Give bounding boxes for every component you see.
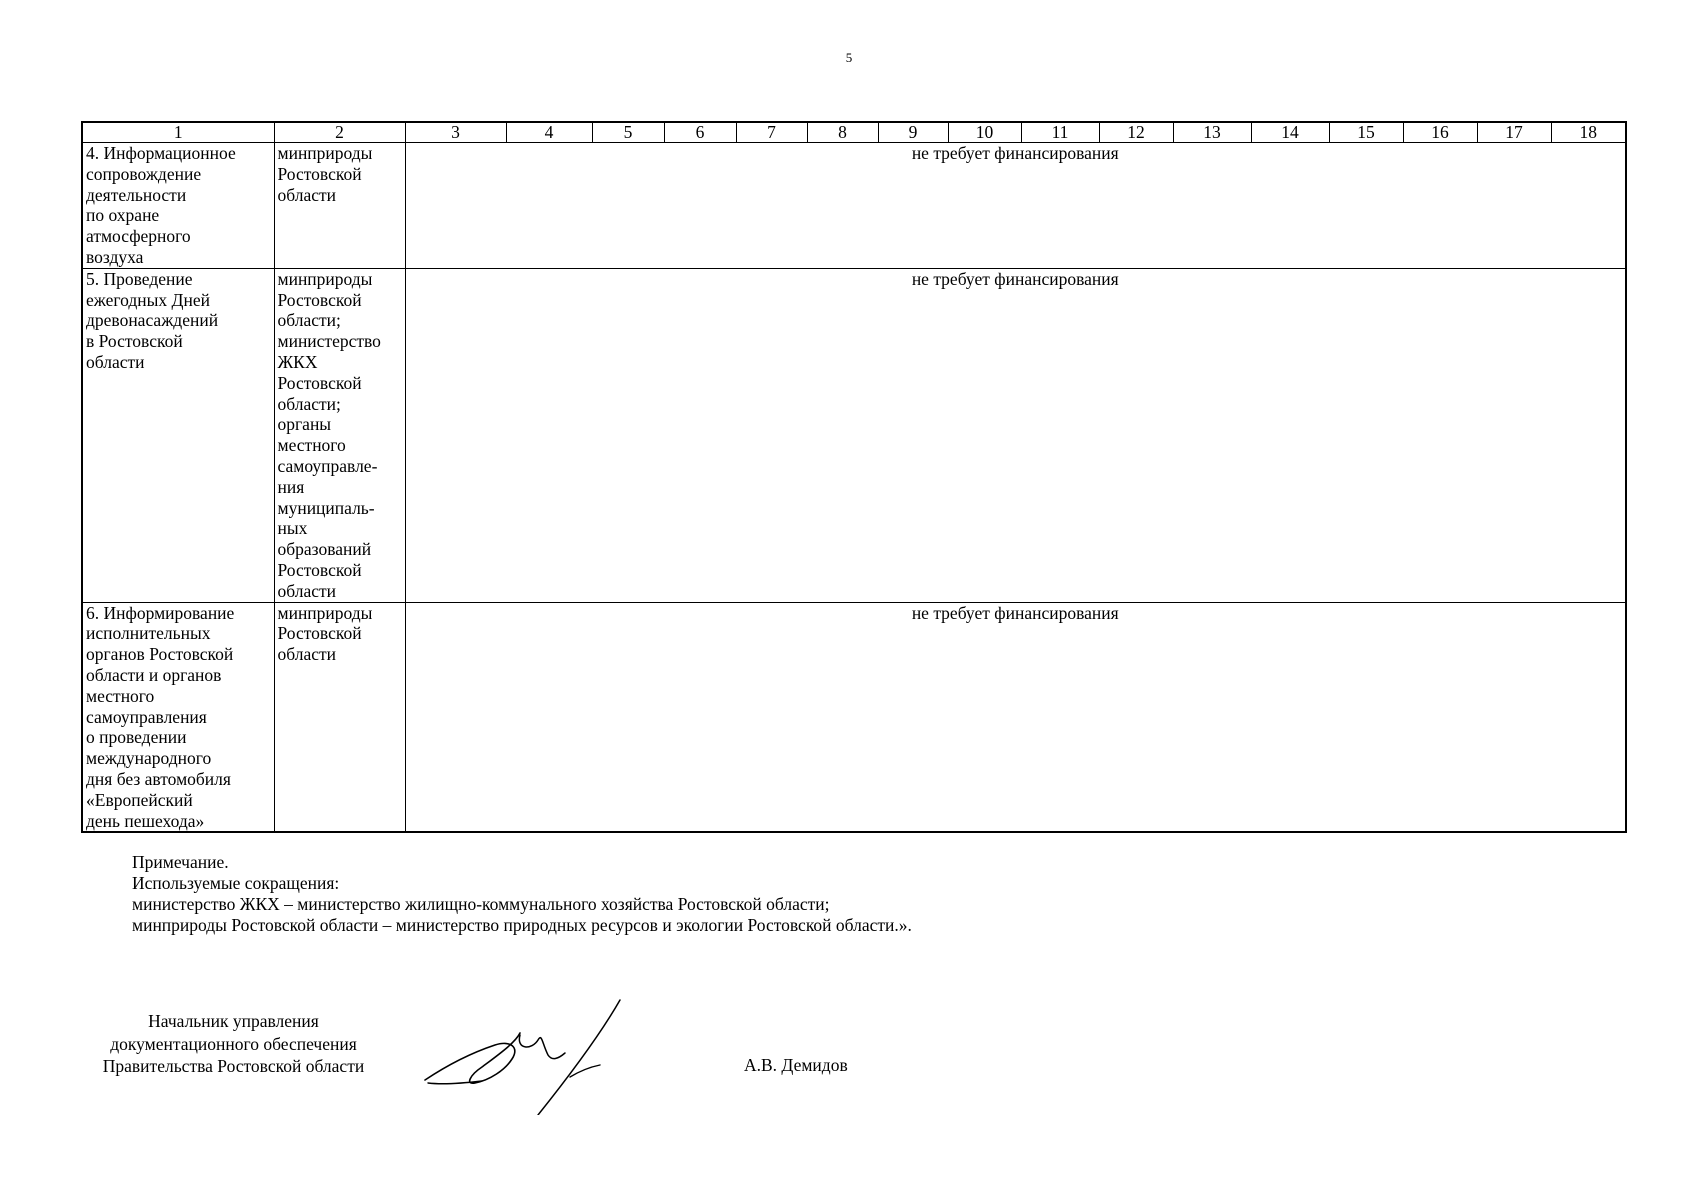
header-cell: 11 [1021, 122, 1099, 143]
header-cell: 13 [1173, 122, 1251, 143]
page-number: 5 [845, 50, 853, 65]
note-subtitle: Используемые сокращения: [132, 873, 340, 893]
header-cell: 5 [592, 122, 664, 143]
handwritten-signature-icon [420, 995, 630, 1115]
header-cell: 12 [1099, 122, 1173, 143]
note-line: министерство ЖКХ – министерство жилищно-коммунального хозяйства Ростовской области; [132, 894, 830, 914]
header-cell: 14 [1251, 122, 1329, 143]
table-row [82, 143, 1626, 269]
activities-table [81, 121, 1627, 833]
executor-cell: минприроды Ростовской области [274, 602, 405, 832]
header-cell: 9 [878, 122, 948, 143]
table-row [82, 602, 1626, 832]
activity-cell: 5. Проведение ежегодных Дней древонасаждений в Ростовской области [82, 268, 274, 602]
note-block [132, 852, 912, 936]
header-cell: 17 [1477, 122, 1551, 143]
note-line: минприроды Ростовской области – министерство природных ресурсов и экологии Ростовской области.». [132, 915, 912, 935]
signatory-position: Начальник управления документационного обеспечения Правительства Ростовской области [102, 1011, 365, 1076]
executor-cell: минприроды Ростовской области [274, 143, 405, 269]
header-cell: 16 [1403, 122, 1477, 143]
table-row [82, 268, 1626, 602]
header-cell: 18 [1551, 122, 1626, 143]
header-cell: 2 [274, 122, 405, 143]
activity-cell: 6. Информирование исполнительных органов Ростовской области и органов местного самоуправления о проведении международного дня без автомобиля «Европейский день пешехода» [82, 602, 274, 832]
header-cell: 4 [506, 122, 592, 143]
header-cell: 6 [664, 122, 736, 143]
header-cell: 15 [1329, 122, 1403, 143]
header-cell: 3 [405, 122, 506, 143]
header-cell: 7 [736, 122, 807, 143]
header-cell: 8 [807, 122, 878, 143]
executor-cell: минприроды Ростовской области; министерство ЖКХ Ростовской области; органы местного самоуправле- ния муниципаль- ных образований Ростовской области [274, 268, 405, 602]
financing-cell: не требует финансирования [405, 268, 1626, 602]
financing-cell: не требует финансирования [405, 602, 1626, 832]
financing-cell: не требует финансирования [405, 143, 1626, 269]
note-title: Примечание. [132, 852, 229, 872]
activity-cell: 4. Информационное сопровождение деятельности по охране атмосферного воздуха [82, 143, 274, 269]
header-cell: 10 [948, 122, 1021, 143]
header-cell: 1 [82, 122, 274, 143]
table-header-row [82, 122, 1626, 143]
signatory-name: А.В. Демидов [744, 1055, 848, 1075]
